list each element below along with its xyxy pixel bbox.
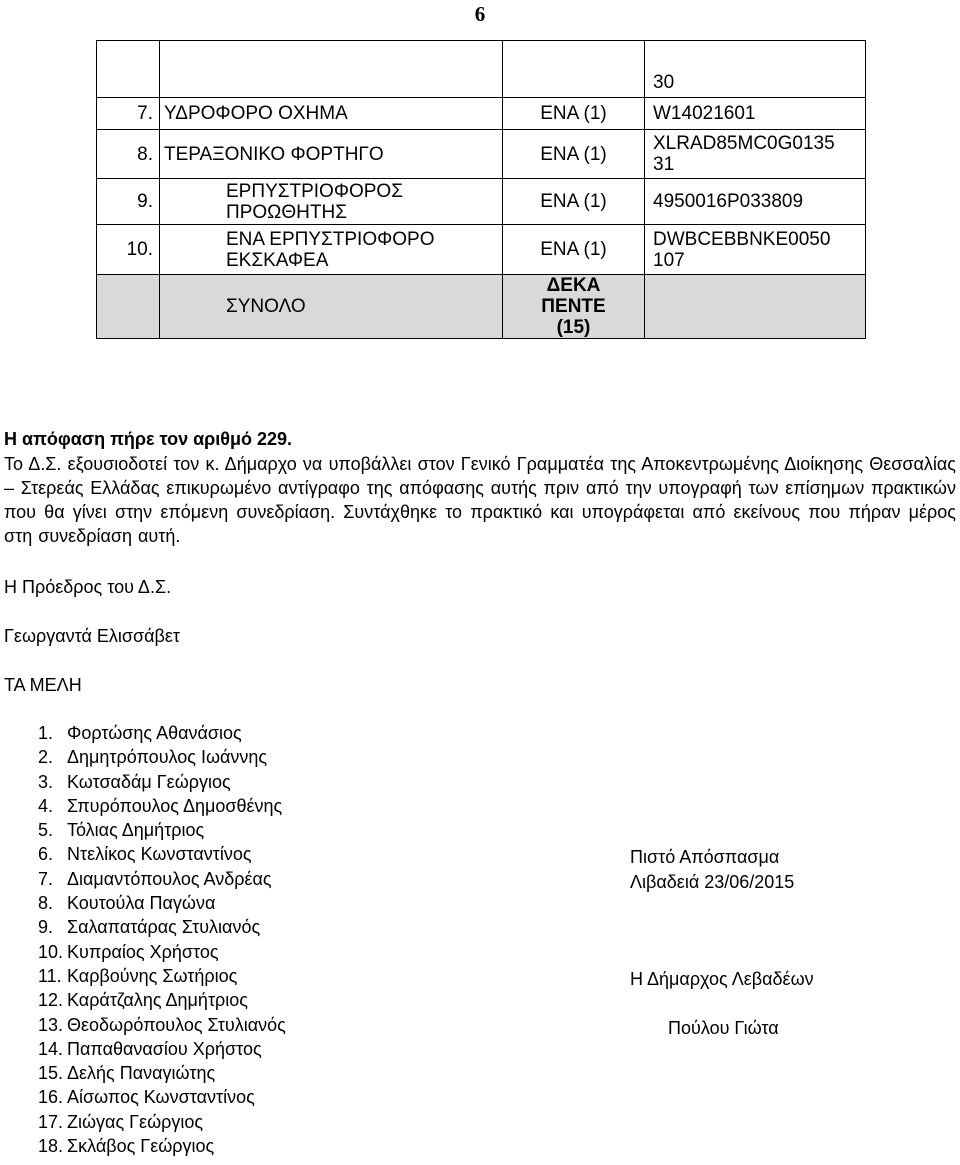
member-name: Διαμαντόπουλος Ανδρέας — [67, 868, 272, 889]
authorization-paragraph: Το Δ.Σ. εξουσιοδοτεί τον κ. Δήμαρχο να υποβάλλει στον Γενικό Γραμματέα της Αποκεντρωμένης Διοίκησης Θεσσαλίας – Στερεάς Ελλάδας επικυρωμένο αντίγραφο της απόφασης αυτής πριν από την υπογραφή των επίσημων πρακτικών που θα γίνει στην επόμενη συνεδρίαση. Συντάχθηκε το πρακτικό και υπογράφεται από εκείνους που πήραν μέρος στη συνεδρίαση αυτή. — [4, 454, 956, 546]
header-value-cell: 30 — [645, 41, 866, 98]
vehicle-name: ΤΕΡΑΞΟΝΙΚΟ ΦΟΡΤΗΓΟ — [160, 130, 503, 179]
vehicle-code: DWBCEBBNKE0050 107 — [645, 225, 866, 275]
decision-number: Η απόφαση πήρε τον αριθμό 229. — [4, 429, 293, 449]
list-item: 9. Σαλαπατάρας Στυλιανός — [38, 917, 261, 938]
vehicle-quantity: ΕΝΑ (1) — [503, 130, 645, 179]
list-item: 14. Παπαθανασίου Χρήστος — [38, 1038, 262, 1059]
table-row — [97, 98, 866, 130]
list-item: 7. Διαμαντόπουλος Ανδρέας — [38, 868, 272, 889]
table-row — [97, 179, 866, 225]
member-name: Παπαθανασίου Χρήστος — [67, 1038, 262, 1059]
list-item: 5. Τόλιας Δημήτριος — [38, 820, 205, 841]
list-item: 8. Κουτούλα Παγώνα — [38, 893, 216, 914]
vehicle-quantity: ΕΝΑ (1) — [503, 98, 645, 130]
list-item: 18. Σκλάβος Γεώργιος — [38, 1136, 215, 1157]
list-item: 10. Κυπραίος Χρήστος — [38, 941, 219, 962]
list-item: 1. Φορτώσης Αθανάσιος — [38, 723, 242, 743]
vehicle-name: ΕΝΑ ΕΡΠΥΣΤΡΙΟΦΟΡΟ ΕΚΣΚΑΦΕΑ — [160, 225, 503, 275]
vehicle-name: ΥΔΡΟΦΟΡΟ ΟΧΗΜΑ — [160, 98, 503, 130]
chair-label: Η Πρόεδρος του Δ.Σ. — [4, 577, 172, 597]
table-row — [97, 130, 866, 179]
total-label: ΣΥΝΟΛΟ — [160, 275, 503, 339]
list-item: 2. Δημητρόπουλος Ιωάννης — [38, 747, 268, 768]
vehicle-code: W14021601 — [645, 98, 866, 130]
vehicle-quantity: ΕΝΑ (1) — [503, 179, 645, 225]
member-name: Αίσωπος Κωνσταντίνος — [67, 1087, 255, 1108]
member-name: Σπυρόπουλος Δημοσθένης — [67, 795, 283, 816]
list-item: 15. Δελής Παναγιώτης — [38, 1063, 216, 1084]
chair-name: Γεωργαντά Ελισσάβετ — [4, 626, 181, 646]
members-title: ΤΑ ΜΕΛΗ — [4, 675, 82, 695]
list-item: 6. Ντελίκος Κωνσταντίνος — [38, 844, 252, 865]
vehicle-code: 4950016P033809 — [645, 179, 866, 225]
member-name: Σκλάβος Γεώργιος — [67, 1136, 215, 1157]
equipment-table — [96, 40, 866, 339]
row-number: 10. — [97, 225, 160, 275]
member-name: Θεοδωρόπουλος Στυλιανός — [67, 1014, 286, 1035]
member-name: Σαλαπατάρας Στυλιανός — [67, 917, 261, 938]
mayor-name: Πούλου Γιώτα — [668, 1018, 779, 1038]
list-item: 3. Κωτσαδάμ Γεώργιος — [38, 771, 231, 792]
list-item: 12. Καράτζαλης Δημήτριος — [38, 990, 248, 1011]
certified-copy-label: Πιστό Απόσπασμα — [630, 847, 780, 867]
page-number: 6 — [474, 2, 486, 26]
member-name: Φορτώσης Αθανάσιος — [67, 723, 242, 743]
members-list — [38, 721, 286, 1158]
member-name: Δημητρόπουλος Ιωάννης — [67, 747, 268, 768]
list-item: 11. Καρβούνης Σωτήριος — [38, 965, 238, 986]
list-item: 4. Σπυρόπουλος Δημοσθένης — [38, 795, 283, 816]
place-date: Λιβαδειά 23/06/2015 — [630, 872, 795, 892]
total-quantity: ΔΕΚΑ ΠΕΝΤΕ (15) — [503, 275, 645, 339]
member-name: Δελής Παναγιώτης — [67, 1063, 216, 1084]
list-item: 17. Ζιώγας Γεώργιος — [38, 1111, 204, 1132]
vehicle-quantity: ΕΝΑ (1) — [503, 225, 645, 275]
row-number: 7. — [97, 98, 160, 130]
member-name: Κυπραίος Χρήστος — [67, 941, 219, 962]
list-item: 16. Αίσωπος Κωνσταντίνος — [38, 1087, 255, 1108]
table-row — [97, 225, 866, 275]
list-item: 13. Θεοδωρόπουλος Στυλιανός — [38, 1014, 286, 1035]
mayor-title: Η Δήμαρχος Λεβαδέων — [630, 969, 814, 989]
total-row — [97, 275, 866, 339]
row-number: 9. — [97, 179, 160, 225]
member-name: Ντελίκος Κωνσταντίνος — [67, 844, 252, 865]
member-name: Κουτούλα Παγώνα — [67, 893, 216, 914]
vehicle-code: XLRAD85MC0G0135 31 — [645, 130, 866, 179]
row-number: 8. — [97, 130, 160, 179]
table-header-row — [97, 41, 866, 98]
member-name: Καρβούνης Σωτήριος — [67, 965, 238, 986]
vehicle-name: ΕΡΠΥΣΤΡΙΟΦΟΡΟΣ ΠΡΟΩΘΗΤΗΣ — [160, 179, 503, 225]
member-name: Κωτσαδάμ Γεώργιος — [67, 771, 231, 792]
member-name: Τόλιας Δημήτριος — [67, 820, 205, 841]
member-name: Ζιώγας Γεώργιος — [67, 1111, 204, 1132]
member-name: Καράτζαλης Δημήτριος — [67, 990, 248, 1011]
